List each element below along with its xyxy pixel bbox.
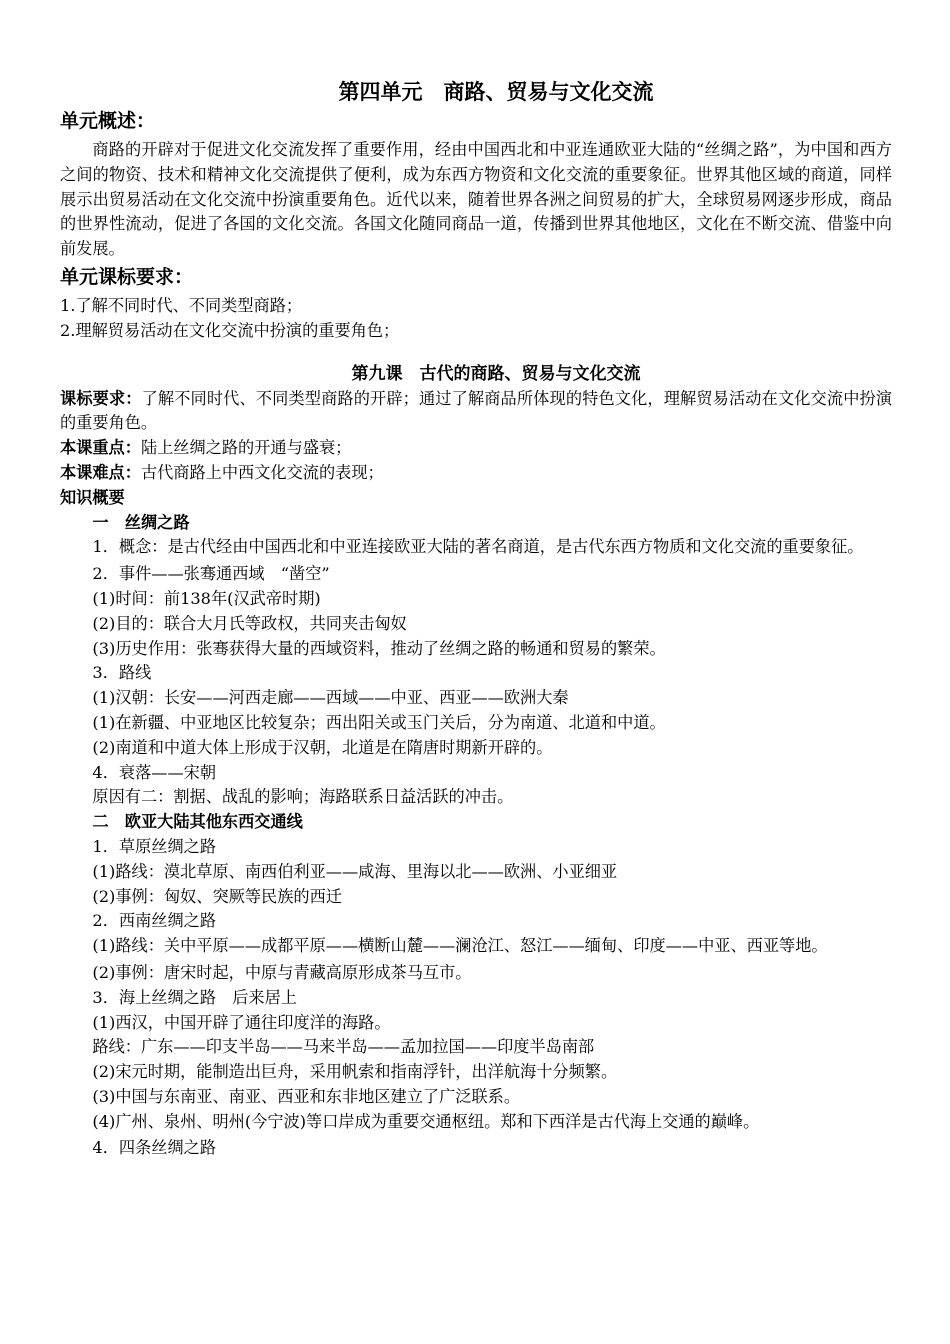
section-2-item-1: 1．草原丝绸之路	[92, 836, 217, 856]
section-2-item-3a: (1)西汉，中国开辟了通往印度洋的海路。	[92, 1012, 391, 1032]
section-1-item-3c: (2)南道和中道大体上形成于汉朝，北道是在隋唐时期新开辟的。	[92, 737, 553, 757]
section-2-item-3e: (4)广州、泉州、明州(今宁波)等口岸成为重要交通枢纽。郑和下西洋是古代海上交通的巅峰。	[92, 1111, 760, 1131]
section-1-item-1: 1．概念：是古代经由中国西北和中亚连接欧亚大陆的著名商道，是古代东西方物质和文化交流的重要象征。	[92, 537, 864, 557]
section-1-title: 一 丝绸之路	[92, 512, 190, 532]
lesson-requirement-text: 了解不同时代、不同类型商路的开辟；通过了解商品所体现的特色文化，理解贸易活动在文化交流中扮演的重要角色。	[60, 388, 893, 433]
difficulty-label: 本课难点：	[60, 462, 141, 482]
section-1-item-4a: 原因有二：割据、战乱的影响；海路联系日益活跃的冲击。	[92, 787, 514, 807]
section-1-item-3a: (1)汉朝：长安——河西走廊——西域——中亚、西亚——欧洲大秦	[92, 688, 569, 708]
section-1-item-3b: (1)在新疆、中亚地区比较复杂；西出阳关或玉门关后，分为南道、北道和中道。	[92, 712, 666, 732]
section-2-item-2: 2．西南丝绸之路	[92, 911, 217, 931]
section-2-item-2a: (1)路线：关中平原——成都平原——横断山麓——澜沧江、怒江——缅甸、印度——中亚、西亚等地。	[92, 936, 828, 956]
overview-heading: 单元概述：	[60, 110, 156, 132]
section-2-item-3b: 路线：广东——印支半岛——马来半岛——孟加拉国——印度半岛南部	[92, 1037, 595, 1057]
section-2-item-3: 3．海上丝绸之路 后来居上	[92, 987, 297, 1007]
lesson-title: 第九课 古代的商路、贸易与文化交流	[351, 363, 641, 384]
lesson-requirement	[60, 387, 892, 437]
standards-heading: 单元课标要求：	[60, 265, 194, 288]
unit-title: 第四单元 商路、贸易与文化交流	[338, 80, 654, 104]
difficulty-text: 古代商路上中西文化交流的表现；	[140, 462, 384, 482]
standard-item-2: 2.理解贸易活动在文化交流中扮演的重要角色；	[60, 320, 400, 340]
key-point-label: 本课重点：	[60, 438, 141, 458]
document-page	[60, 78, 892, 1161]
section-1-item-4: 4．衰落——宋朝	[92, 762, 217, 782]
section-1-item-2: 2．事件——张骞通西域 “凿空”	[92, 564, 330, 584]
overview-paragraph: 商路的开辟对于促进文化交流发挥了重要作用，经由中国西北和中亚连通欧亚大陆的“丝绸之路”，为中国和西方之间的物资、技术和精神文化交流提供了便利，成为东西方物资和文化交流的重要象征。世界其他区域的商道，同样展示出贸易活动在文化交流中扮演重要角色。近代以来，随着世界各洲之间贸易的扩大，全球贸易网逐步形成，商品的世界性流动，促进了各国的文化交流。各国文化随同商品一道，传播到世界其他地区，文化在不断交流、借鉴中向前发展。	[60, 140, 892, 259]
section-1-item-3: 3．路线	[92, 663, 152, 683]
section-1-item-2b: (2)目的：联合大月氏等政权，共同夹击匈奴	[92, 613, 407, 633]
standard-item-1: 1.了解不同时代、不同类型商路；	[60, 295, 303, 315]
section-2-item-1a: (1)路线：漠北草原、南西伯利亚——咸海、里海以北——欧洲、小亚细亚	[92, 861, 618, 881]
section-2-item-1b: (2)事例：匈奴、突厥等民族的西迁	[92, 886, 342, 906]
section-2-item-2b: (2)事例：唐宋时起，中原与青藏高原形成茶马互市。	[92, 962, 472, 982]
lesson-key-point	[60, 436, 892, 461]
section-2-title: 二 欧亚大陆其他东西交通线	[92, 812, 303, 832]
knowledge-heading: 知识概要	[60, 487, 125, 507]
section-1-item-2a: (1)时间：前138年(汉武帝时期)	[92, 588, 321, 608]
lesson-requirement-label: 课标要求：	[60, 388, 142, 408]
section-2-item-3c: (2)宋元时期，能制造出巨舟，采用帆索和指南浮针，出洋航海十分频繁。	[92, 1062, 618, 1082]
key-point-text: 陆上丝绸之路的开通与盛衰；	[140, 438, 352, 458]
lesson-difficulty	[60, 461, 892, 486]
section-2-item-4: 4．四条丝绸之路	[92, 1138, 217, 1158]
section-2-item-3d: (3)中国与东南亚、南亚、西亚和东非地区建立了广泛联系。	[92, 1086, 521, 1106]
section-1-item-2c: (3)历史作用：张骞获得大量的西域资料，推动了丝绸之路的畅通和贸易的繁荣。	[92, 638, 666, 658]
